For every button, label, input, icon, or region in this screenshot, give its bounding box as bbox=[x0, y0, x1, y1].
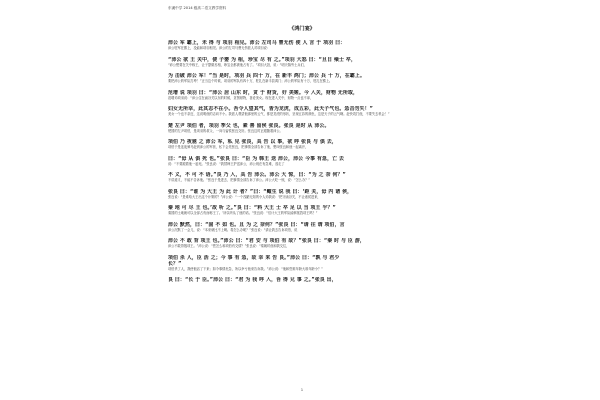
translation-line: 沛公驻军在霸上，没能和项羽相见。沛公的左司马曹无伤派人对项羽说： bbox=[168, 46, 270, 51]
original-text-line: “沛公 欲 王 关中，使 子婴 为 相，珍宝 尽 有 之。”项羽 大怒 曰：“旦日 飨士 卒， bbox=[168, 56, 356, 63]
passage-block bbox=[168, 40, 436, 51]
passage-block bbox=[168, 57, 436, 68]
passage-block bbox=[168, 172, 436, 183]
document-page bbox=[168, 6, 436, 394]
translation-line: 说：“不要跟着他一起死。”张良说：“我替韩王护送沛公，沛公现在有急难，逃走了 bbox=[168, 161, 285, 166]
passage-block bbox=[168, 238, 436, 249]
original-text-line: 楚 左尹 项伯 者，项羽 季父 也，素 善 留侯 张良。张良 是时 从 沛公。 bbox=[168, 122, 330, 129]
passage-list bbox=[168, 40, 436, 289]
original-text-line: 项伯 杀 人，臣 活 之；今 事 有 急，故 幸 来 告 良。”沛公 曰：“孰 与 君少 bbox=[168, 254, 340, 261]
original-text-line: 不 义，不 可 不 语。”良 乃 入，具 告 沛公。沛公 大 惊，曰：“为 之 奈 何？” bbox=[168, 172, 346, 178]
translation-line: 项伯杀了人，我使他活了下来；如今事情危急，所以幸亏他来告诉我。”沛公说：“他和您谁年龄大谁年龄小？” bbox=[168, 266, 323, 271]
passage-block bbox=[168, 222, 436, 233]
passage-block bbox=[168, 123, 436, 134]
translation-line: 楚国的左尹项伯，是项羽的叔父，一向与留侯张良交好。张良这时正跟随着沛公。 bbox=[168, 128, 283, 133]
passage-block bbox=[168, 277, 436, 283]
original-text-line: 曰：“毋 从 俱 死 也。”张良 曰：“臣 为 韩王 送 沛公，沛公 今事 有急，亡 去 bbox=[168, 155, 345, 162]
translation-line: 范增劝项羽说：“沛公住在函谷关以东的时候，贪图财物，喜爱美女。现在进入关中，财物一点也不拿， bbox=[168, 95, 314, 100]
page-number: 1 bbox=[300, 388, 304, 392]
passage-block bbox=[168, 205, 436, 216]
translation-line: “沛公想要在关中称王，让子婴做丞相，珍宝全都被他占有了。”项羽大怒，说：“明天犒劳士兵们， bbox=[168, 62, 307, 67]
passage-block bbox=[168, 189, 436, 200]
header-note: 东溪中学 2014 级高二语文教学资料 bbox=[168, 6, 227, 10]
passage-block bbox=[168, 73, 436, 84]
original-text-line: 为 击破 沛公 军！”当 是时，项羽 兵 四十 万，在 新丰 鸿门；沛公 兵 十 万，在霸上。 bbox=[168, 73, 365, 79]
translation-line: 不讲道义，不能不告诉他。”张良于是进去，把事情全部告诉了沛公。沛公大吃一惊，说：“怎么办？” bbox=[168, 178, 311, 183]
document-title: 《鸿门宴》 bbox=[289, 26, 315, 32]
original-text-line: 范增 说 项羽 曰：“沛公 居 山东 时，贪 于 财货，好 美姬。今 入关，财物 无所取， bbox=[168, 89, 359, 96]
translation-line: 项伯于是连夜骑马赶到沛公的军营，私下会见张良，把事情全部告诉了他，想叫张良和他一起离开， bbox=[168, 145, 309, 150]
translation-line: 张良说：“是谁给大王出这个计策的？”沛公说：“一个浅陋无知的小人劝我说：‘把守函谷关，不让诸侯进来， bbox=[168, 194, 321, 199]
translation-line: 要把沛公的军队打垮！”正当这个时候，项羽的军队有四十万，驻扎在新丰县鸿门；沛公的军队有十万，驻扎在霸上。 bbox=[168, 79, 333, 84]
passage-block bbox=[168, 90, 436, 101]
original-text-line: 沛公 军 霸上，未 得 与 项羽 相见。沛公 左司马 曹无伤 使 人 言 于 项羽 曰： bbox=[168, 40, 346, 46]
original-text-line: 沛公 不 敢 背 项王 也。”沛公 曰：“君 安 与 项伯 有 故？”张良 曰：“秦 时 与 臣 游， bbox=[168, 238, 365, 244]
passage-block bbox=[168, 156, 436, 167]
original-text-line: 秦 地 可 尽 王 也。’故 听 之。”良 曰：“料 大王 士 卒 足 以 当 项王 乎？” bbox=[168, 205, 336, 211]
original-text-line: 沛公 默然，曰：“固 不 如 也。且 为 之 奈何？”张良 曰：“请 往 谓 项伯，言 bbox=[168, 221, 345, 228]
passage-block bbox=[168, 106, 436, 117]
translation-line: 沛公沉默了一会儿，说：“本来就比不上啊。将怎么办呢？”张良说：“请让我去告诉项伯，说 bbox=[168, 227, 298, 232]
original-text-line: 良 曰：“长 于 臣。”沛公 曰：“君 为 我 呼 入，吾 得 兄 事 之。”张良 出， bbox=[168, 277, 337, 284]
original-text-line: 长？” bbox=[168, 260, 182, 267]
passage-block bbox=[168, 255, 436, 272]
translation-line: 沛公不敢背叛项王。”沛公说：“您怎么和项伯有交情？”张良说：“秦朝时他和我交往， bbox=[168, 244, 290, 249]
original-text-line: 张良 曰：“谁 为 大王 为 此 计 者？”曰：“鲰生 说 我 曰：‘距 关，毋 内 诸 侯， bbox=[168, 188, 353, 195]
translation-line: 秦国的土地就可以全部占有而称王了。’所以听从了他的话。”张良说：“估计大王的军队能够抵挡项王吗？” bbox=[168, 211, 318, 216]
translation-line: 美女一个也不亲近，这说明他的志向不小。我派人观望他那里的云气，都是龙虎的形状，呈现五彩的颜色，这是天子的云气啊。赶快攻打他，不要失去机会！” bbox=[168, 112, 390, 117]
passage-block bbox=[168, 139, 436, 150]
original-text-line: 项伯 乃 夜驰 之 沛公 军，私 见 张良，具 告 以 事，欲 呼 张良 与 俱 去， bbox=[168, 139, 337, 145]
original-text-line: 妇女无所幸，此其志不在小。吾令人望其气，皆为龙虎，成五彩，此天子气也。急击勿失！” bbox=[168, 106, 373, 112]
